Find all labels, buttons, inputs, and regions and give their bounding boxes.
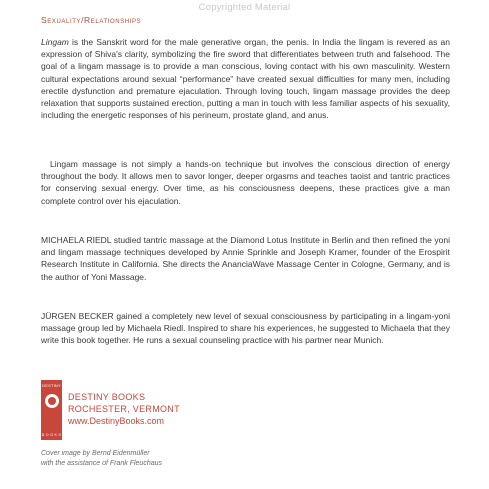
intro-paragraph xyxy=(41,36,450,121)
category-label: Sexuality/Relationships xyxy=(41,15,142,25)
publisher-logo xyxy=(41,380,62,440)
intro-term: Lingam xyxy=(41,37,69,47)
publisher-url[interactable]: www.DestinyBooks.com xyxy=(68,416,165,426)
cover-credits xyxy=(41,449,162,468)
logo-bottom-text: B O O K S xyxy=(41,433,62,437)
intro-text: is the Sanskrit word for the male generative organ, the penis. In India the lingam is revered as an expression of Shiva's clarity, symbolizing the fire sword that differentiates between truth and falsehood. The goal of a lingam massage is to provide a man conscious, loving contact with his own masculinity. Western cultural expectations around sexual “performance” have created sexual difficulties for many men, including erectile dysfunction and premature ejaculation. Through loving touch, lingam massage provides the deep relaxation that supports sustained erection, putting a man in touch with less familiar aspects of his sexuality, including the energetic responses of his perineum, prostate gland, and anus. xyxy=(41,37,450,121)
author-bio-riedl: MICHAELA RIEDL studied tantric massage at the Diamond Lotus Institute in Berlin and then refined the yoni and lingam massage techniques developed by Annie Sprinkle and Joseph Kramer, founder of the Erospirit Research Institute in California. She directs the AnanciaWave Massage Center in Cologne, Germany, and is the author of Yoni Massage. xyxy=(41,235,450,282)
cover-credit-line-2: with the assistance of Frank Fleuchaus xyxy=(41,459,163,467)
cover-credit-line-1: Cover image by Bernd Eidenmüller xyxy=(41,450,150,457)
intro-paragraph-2: Lingam massage is not simply a hands-on technique but involves the conscious direction of energy throughout the body. It allows men to savor longer, deeper orgasms and teaches taoist and tantric practices for conserving sexual energy. Over time, as his consciousness deepens, these practices give a man complete control over his ejaculation. xyxy=(41,159,450,206)
publisher-block xyxy=(68,391,180,427)
publisher-location: ROCHESTER, VERMONT xyxy=(68,404,180,414)
copyright-watermark: Copyrighted Material xyxy=(198,2,291,13)
logo-circle-icon xyxy=(45,394,59,408)
logo-top-text: DESTINY xyxy=(42,383,61,388)
author-bio-becker: JÜRGEN BECKER gained a completely new level of sexual consciousness by participating in a lingam-yoni massage group led by Michaela Riedl. Inspired to share his experiences, he suggested to Michaela that they write this book together. He runs a sexual counseling practice with his partner near Munich. xyxy=(41,311,450,346)
publisher-name: DESTINY BOOKS xyxy=(68,392,146,402)
